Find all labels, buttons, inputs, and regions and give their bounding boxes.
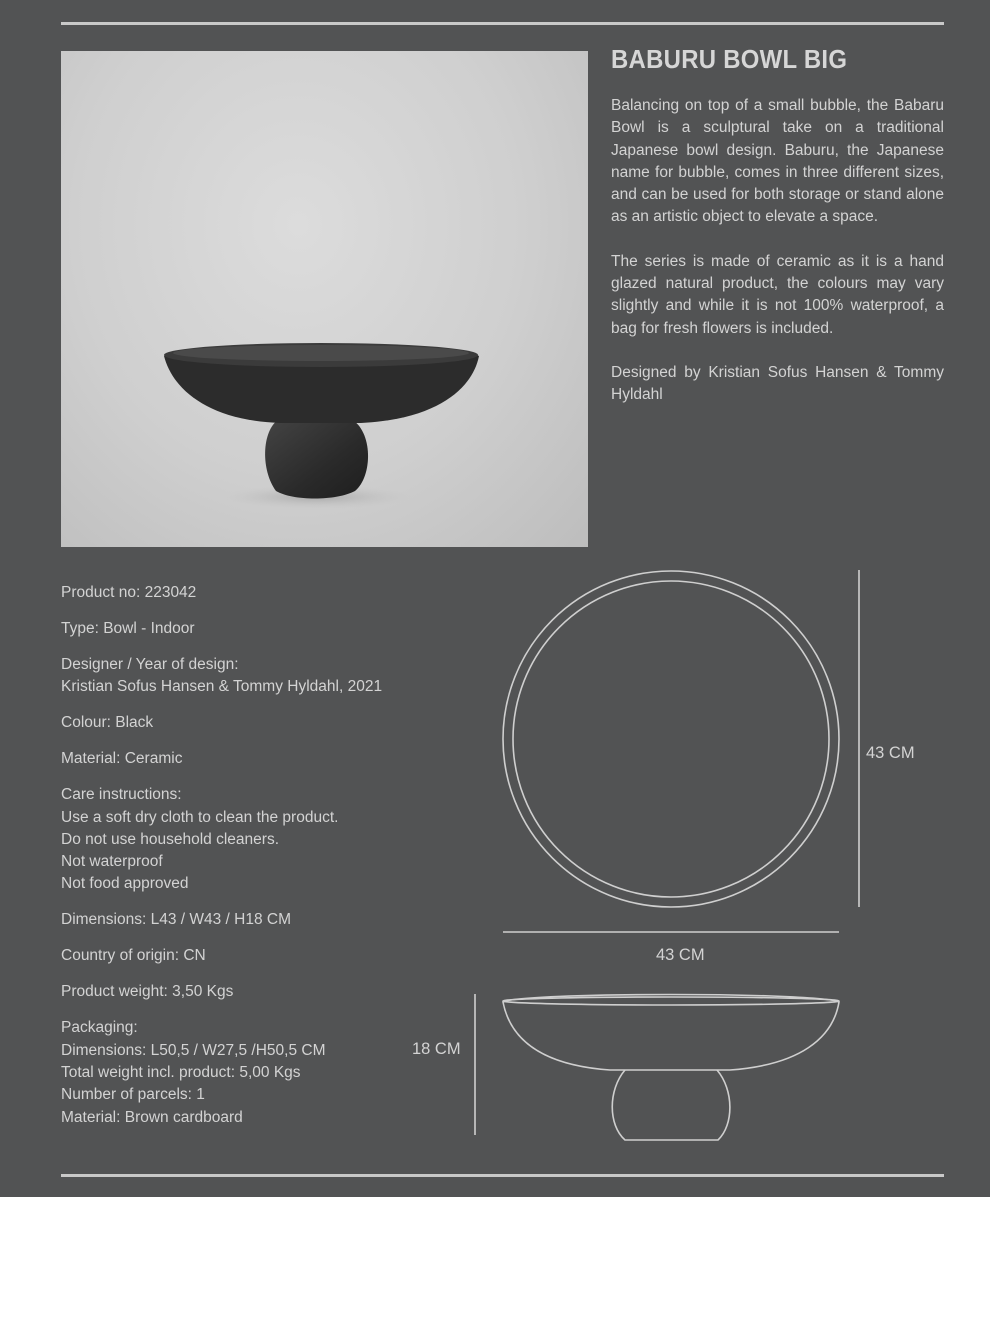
care-line: Use a soft dry cloth to clean the product.: [61, 808, 339, 826]
top-height-label: 43 CM: [866, 744, 915, 762]
description-paragraph: Balancing on top of a small bubble, the Babaru Bowl is a sculptural take on a traditional Japanese bowl design. Baburu, the Japanese name for bubble, comes in three different sizes, and can be used for both storage or stand alone as an artistic object to elevate a space.: [611, 97, 944, 226]
care-line: Not waterproof: [61, 853, 163, 871]
designer-credit: Designed by Kristian Sofus Hansen & Tommy Hyldahl: [611, 363, 944, 404]
material: Material: Ceramic: [61, 750, 183, 768]
bowl-photo-illustration: [61, 51, 588, 547]
product-type: Type: Bowl - Indoor: [61, 619, 195, 637]
packaging-label: Packaging:: [61, 1019, 138, 1037]
dimensions: Dimensions: L43 / W43 / H18 CM: [61, 911, 292, 929]
top-width-label: 43 CM: [656, 946, 705, 964]
designer-value: Kristian Sofus Hansen & Tommy Hyldahl, 2021: [61, 678, 383, 696]
packaging-line: Number of parcels: 1: [61, 1086, 205, 1104]
packaging-line: Material: Brown cardboard: [61, 1108, 243, 1126]
side-view-rim: [503, 997, 839, 1005]
side-height-label: 18 CM: [412, 1040, 461, 1058]
product-number: Product no: 223042: [61, 584, 197, 601]
care-line: Do not use household cleaners.: [61, 830, 280, 848]
spec-list: [61, 582, 401, 1143]
product-photo: [61, 51, 588, 547]
packaging-line: Dimensions: L50,5 / W27,5 /H50,5 CM: [61, 1041, 326, 1059]
designer-label: Designer / Year of design:: [61, 655, 239, 673]
packaging-line: Total weight incl. product: 5,00 Kgs: [61, 1063, 301, 1081]
product-weight: Product weight: 3,50 Kgs: [61, 983, 234, 1001]
product-title: BABURU BOWL BIG: [611, 44, 848, 74]
product-description: [611, 95, 944, 429]
care-line: Not food approved: [61, 875, 189, 893]
country-of-origin: Country of origin: CN: [61, 947, 206, 965]
top-view-outer-rim: [503, 571, 839, 907]
care-label: Care instructions:: [61, 786, 182, 804]
side-view-bowl: [503, 995, 839, 1071]
technical-drawing: [400, 560, 880, 1160]
colour: Colour: Black: [61, 714, 154, 732]
bottom-divider: [61, 1174, 944, 1177]
description-paragraph: The series is made of ceramic as it is a hand glazed natural product, the colours may vary slightly and while it is not 100% waterproof, a bag for fresh flowers is included.: [611, 252, 944, 337]
top-view-inner-rim: [513, 581, 829, 897]
side-view-sphere: [612, 1070, 730, 1140]
top-divider: [61, 22, 944, 25]
